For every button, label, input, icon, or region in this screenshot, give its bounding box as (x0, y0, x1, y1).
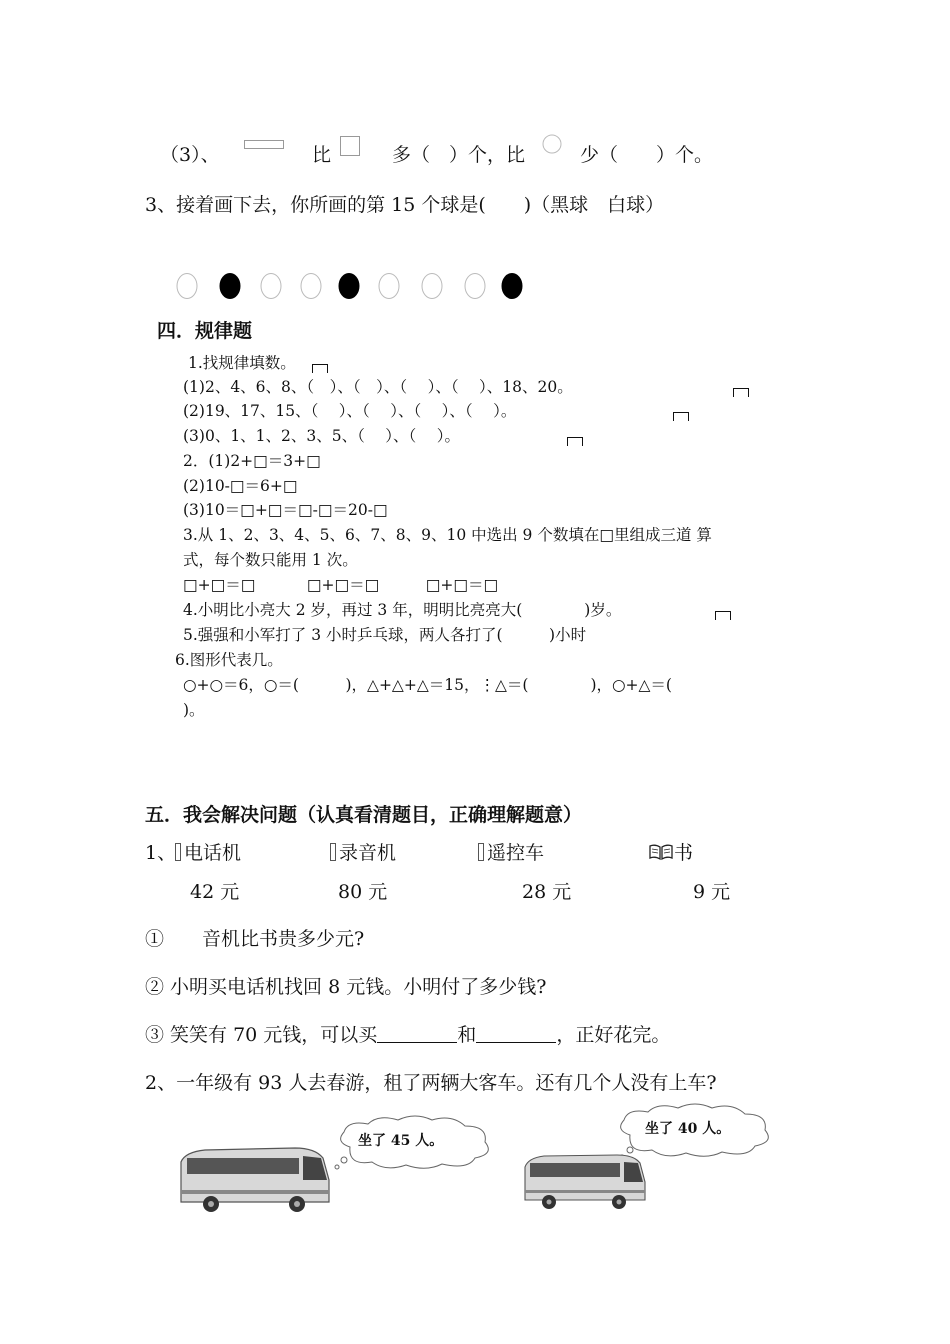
rule-line-10: □+□＝□ □+□＝□ □+□＝□ (183, 576, 499, 594)
white-ball (379, 274, 399, 299)
question-5-3: ③ 笑笑有 70 元钱，可以买 和 ，正好花完。 (145, 1024, 671, 1046)
recorder-icon (330, 843, 336, 861)
price-car: 28 元 (522, 881, 572, 903)
return-mark-icon (673, 412, 689, 421)
rule-line-5: 2．(1)2+□＝3+□ (183, 452, 321, 470)
phone-icon (175, 843, 181, 861)
compare-bi: 比 (312, 144, 332, 166)
rule-line-14: ○+○＝6，○＝( )，△+△+△＝15，⋮△＝( )，○+△＝( (183, 676, 672, 694)
item-car: 遥控车 (478, 838, 544, 865)
answer-blank-1[interactable] (377, 1024, 457, 1043)
bus-1-icon (175, 1140, 335, 1218)
answer-blank-2[interactable] (476, 1024, 556, 1043)
section-4-title: 四．规律题 (157, 320, 253, 342)
return-mark-icon (312, 364, 328, 373)
problem-2: 2、一年级有 93 人去春游，租了两辆大客车。还有几个人没有上车? (145, 1072, 717, 1094)
white-ball (177, 274, 197, 299)
question-5-2: ② 小明买电话机找回 8 元钱。小明付了多少钱? (145, 976, 547, 998)
item-recorder: 录音机 (330, 838, 396, 865)
items-label: 1、 (145, 842, 177, 864)
rule-line-7: (3)10＝□+□＝□-□＝20-□ (183, 501, 388, 519)
rule-line-3: (2)19、17、15、（ ）、（ ）、（ ）、（ ）。 (183, 402, 517, 420)
rule-line-1: 1.找规律填数。 (188, 354, 296, 372)
black-ball (502, 274, 522, 299)
bus-1-label: 坐了 45 人。 (358, 1133, 444, 1149)
rule-line-15: )。 (183, 701, 205, 719)
white-ball (301, 274, 321, 299)
compare-label: （3）、 (160, 144, 220, 166)
item-phone: 电话机 (175, 838, 241, 865)
rule-line-12: 5.强强和小军打了 3 小时乒乓球，两人各打了( )小时 (183, 626, 587, 644)
rule-line-4: (3)0、1、1、2、3、5、（ ）、（ ）。 (183, 427, 460, 445)
black-ball (220, 274, 240, 299)
price-recorder: 80 元 (338, 881, 388, 903)
book-icon (648, 843, 674, 861)
rule-line-6: (2)10-□＝6+□ (183, 477, 298, 495)
bus-2-label: 坐了 40 人。 (645, 1121, 731, 1137)
white-ball (465, 274, 485, 299)
compare-duo: 多（ ）个，比 (392, 144, 526, 166)
rule-line-13: 6.图形代表几。 (175, 651, 283, 669)
bus-2-icon (520, 1148, 650, 1214)
price-book: 9 元 (693, 881, 731, 903)
car-icon (478, 843, 484, 861)
item-book: 书 (648, 838, 693, 865)
rule-line-11: 4.小明比小亮大 2 岁，再过 3 年，明明比亮亮大( )岁。 (183, 601, 622, 619)
white-ball (261, 274, 281, 299)
rule-line-2: (1)2、4、6、8、（ ）、（ ）、（ ）、（ ）、18、20。 (183, 378, 573, 396)
price-phone: 42 元 (190, 881, 240, 903)
question-5-1: ① 音机比书贵多少元? (145, 928, 365, 950)
section-5-title: 五．我会解决问题（认真看清题目，正确理解题意） (145, 804, 583, 826)
ball-sequence (0, 0, 950, 320)
return-mark-icon (567, 437, 583, 446)
return-mark-icon (733, 388, 749, 397)
rule-line-8: 3.从 1、2、3、4、5、6、7、8、9、10 中选出 9 个数填在□里组成三道 算 (183, 526, 712, 544)
return-mark-icon (715, 611, 731, 620)
rule-line-9: 式，每个数只能用 1 次。 (183, 551, 358, 569)
black-ball (339, 274, 359, 299)
question-3-balls: 3、接着画下去，你所画的第 15 个球是( )（黑球 白球） (145, 194, 665, 216)
compare-shao: 少（ ）个。 (580, 144, 714, 166)
white-ball (422, 274, 442, 299)
